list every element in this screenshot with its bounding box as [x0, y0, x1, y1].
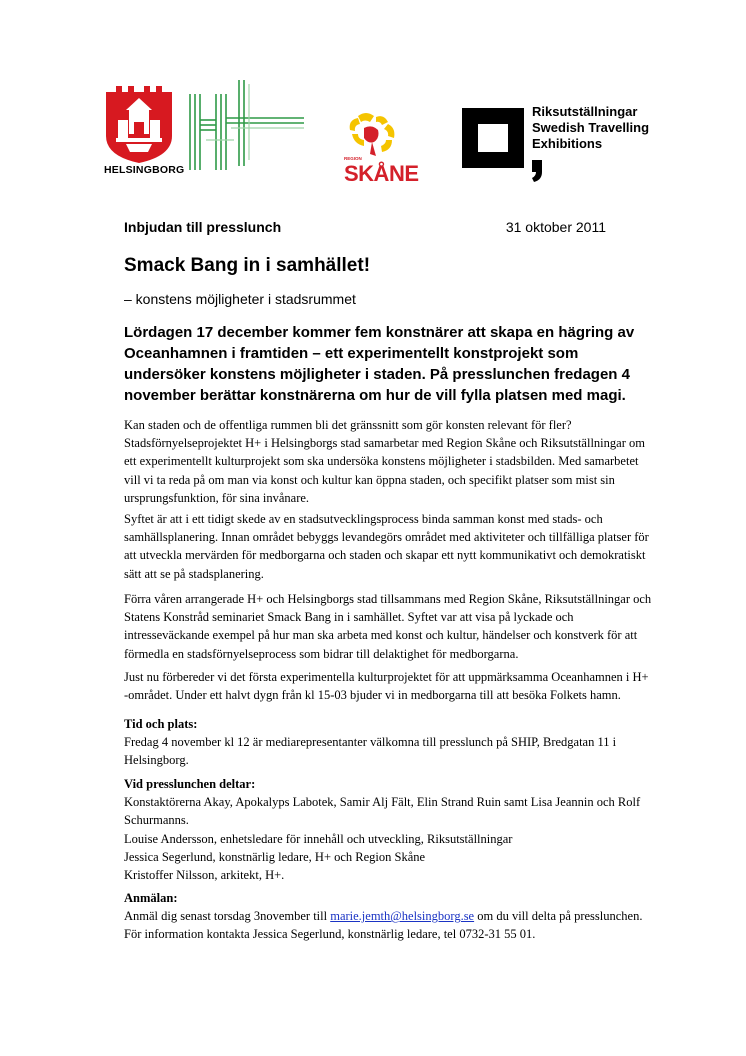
participant-line: Konstaktörerna Akay, Apokalyps Labotek, Samir Alj Fält, Elin Strand Ruin samt Lisa Jeannin och Rolf — [124, 795, 641, 810]
paragraph-2 — [124, 510, 649, 583]
signup-text-before: Anmäl dig senast torsdag 3november till — [124, 909, 331, 924]
paragraph-line: Just nu förbereder vi det första experimentella kulturprojektet för att uppmärksamma Oceanhamnen i H+ — [124, 670, 649, 684]
signup-label: Anmälan: — [124, 891, 178, 905]
invitation-label: Inbjudan till presslunch — [124, 219, 282, 235]
riksutstallningar-wordmark — [532, 104, 649, 152]
paragraph-1 — [124, 416, 645, 507]
skane-region-label: REGION — [344, 156, 362, 161]
participants-label: Vid presslunchen deltar: — [124, 777, 256, 791]
participant-line: Jessica Segerlund, konstnärlig ledare, H+ och Region Skåne — [124, 849, 426, 864]
paragraph-3 — [124, 590, 652, 663]
paragraph-line: att utveckla mervärden för medborgarna och staden och skapar ett nytt kommunikativt och demokratiskt — [124, 548, 646, 563]
paragraph-line: Syftet är att i ett tidigt skede av en stadsutvecklingsprocess binda samman konst med stads- och — [124, 512, 603, 526]
hplus-logo — [186, 80, 306, 172]
signup-section — [124, 889, 643, 944]
invitation-header — [124, 219, 606, 235]
participant-line: Louise Andersson, enhetsledare för innehåll och utveckling, Riksutställningar — [124, 831, 513, 846]
document-subtitle: – konstens möjligheter i stadsrummet — [124, 291, 356, 307]
signup-email-link[interactable]: marie.jemth@helsingborg.se — [330, 909, 475, 924]
participant-line: Schurmanns. — [124, 813, 189, 828]
document-title: Smack Bang in i samhället! — [124, 255, 371, 276]
rs-line-2: Swedish Travelling — [532, 120, 650, 135]
lead-paragraph: Lördagen 17 december kommer fem konstnärer att skapa en hägring av Oceanhamnen i framtiden – ett experimentellt konstprojekt som undersöker konstens möjligheter i staden. På presslunchen fredagen 4 november berättar konstnärerna om hur de vill fylla platsen med magi. — [124, 324, 635, 404]
paragraph-line: vill vi ta reda på om man via konst och kultur kan öppna staden, och specifikt platser som mist sin — [124, 472, 615, 487]
signup-text-after: om du vill delta på presslunchen. — [474, 909, 643, 924]
skane-wordmark: SKÅNE — [344, 161, 419, 186]
time-and-place-label: Tid och plats: — [124, 717, 198, 731]
paragraph-line: förmedla en stadsförnyelseprocess som bidrar till delaktighet för medborgarna. — [124, 646, 519, 661]
helsingborg-crest-icon — [104, 86, 174, 164]
paragraph-line: sätt att se på stadsplanering. — [124, 566, 264, 581]
paragraph-line: intresseväckande exempel på hur man ska arbeta med konst och kultur, händelser och konstverk för att — [124, 628, 638, 643]
paragraph-line: Kan staden och de offentliga rummen bli det gränssnitt som gör konsten relevant för fler? — [124, 418, 572, 432]
paragraph-4 — [124, 668, 649, 704]
riksutstallningar-logo — [462, 104, 662, 184]
document-date: 31 oktober 2011 — [505, 219, 606, 235]
paragraph-line: samhällsplanering. Innan området bebyggs levandegörs området med aktiviteter och tillfälliga platser för — [124, 530, 649, 545]
participant-line: Kristoffer Nilsson, arkitekt, H+. — [124, 868, 285, 883]
participants-section — [124, 775, 641, 884]
paragraph-line: -området. Under ett halvt dygn från kl 15-03 bjuder vi in medborgarna till att besöka Folkets hamn. — [124, 688, 621, 703]
paragraph-line: Fredag 4 november kl 12 är mediarepresentanter välkomna till presslunch på SHIP, Bredgatan 11 i — [124, 735, 617, 750]
rs-line-1: Riksutställningar — [532, 104, 638, 119]
contact-line: För information kontakta Jessica Segerlund, konstnärlig ledare, tel 0732-31 55 01. — [124, 927, 536, 942]
helsingborg-wordmark: HELSINGBORG — [104, 164, 185, 176]
paragraph-line: ett experimentellt kulturprojekt som ska undersöka konstens möjligheter i stadsbilden. Med samarbetet — [124, 454, 639, 469]
paragraph-line: Statens Konstråd seminariet Smack Bang in i samhället. Syftet var att visa på lyckade och — [124, 610, 574, 625]
hplus-icon — [186, 80, 306, 172]
paragraph-line: ursprungsfunktion, för sina invånare. — [124, 490, 310, 505]
paragraph-line: Förra våren arrangerade H+ och Helsingborgs stad tillsammans med Region Skåne, Riksutställningar och — [124, 592, 652, 606]
skane-griffin-icon — [344, 112, 404, 162]
time-and-place-section — [124, 715, 638, 770]
paragraph-line: Helsingborg. — [124, 753, 189, 768]
helsingborg-logo — [104, 86, 185, 178]
rs-line-3: Exhibitions — [532, 136, 603, 151]
region-skane-logo — [344, 112, 426, 188]
signup-line — [124, 907, 643, 925]
paragraph-line: Stadsförnyelseprojektet H+ i Helsingborgs stad samarbetar med Region Skåne och Riksutställningar om — [124, 436, 645, 451]
